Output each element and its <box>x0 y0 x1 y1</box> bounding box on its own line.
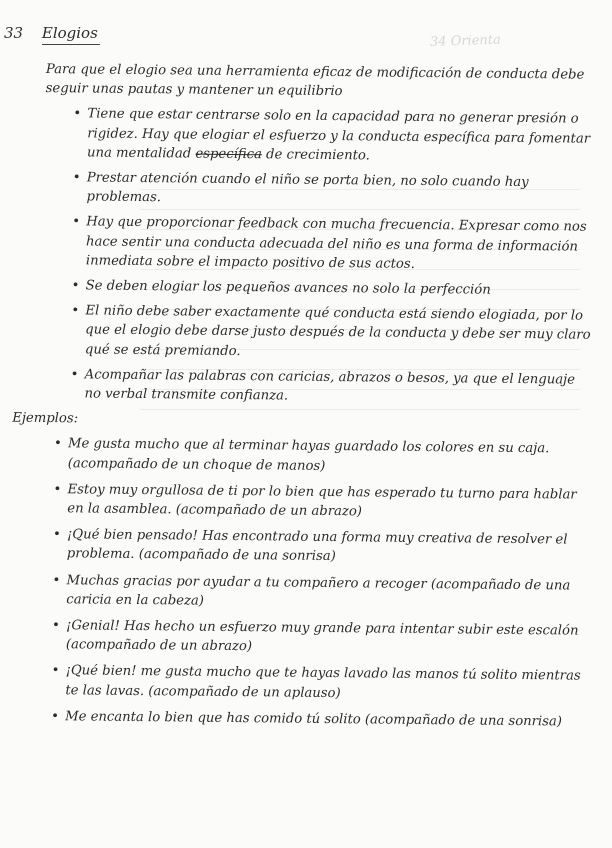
list-item: • Acompañar las palabras con caricias, abrazos o besos, ya que el lenguaje no verbal transmite confianza. <box>68 365 590 409</box>
list-item: • El niño debe saber exactamente qué conducta está siendo elogiada, por lo que el elogio debe darse justo después de la conducta y debe ser muy claro qué se está premiando. <box>69 301 592 364</box>
list-item: • Me encanta lo bien que has comido tú solito (acompañado de una sonrisa) <box>49 707 587 732</box>
bleed-through-text: 34 Orienta <box>429 32 502 50</box>
intro-paragraph: Para que el elogio sea una herramienta eficaz de modificación de conducta debe seguir unas pautas y mantener un equilibrio <box>45 61 585 100</box>
list-item: • Tiene que estar centrarse solo en la capacidad para no generar presión o rigidez. Hay que elogiar el esfuerzo y la conducta específica para fomentar una mentalidad específica de crecimiento. <box>71 105 594 168</box>
list-item: • Me gusta mucho que al terminar hayas guardado los colores en su caja. (acompañado de un choque de manos) <box>52 435 590 479</box>
examples-list <box>39 434 590 731</box>
list-item: • Hay que proporcionar feedback con mucha frecuencia. Expresar como nos hace sentir una conducta adecuada del niño es una forma de información inmediata sobre el impacto positivo de sus actos. <box>70 213 593 276</box>
list-item: • Estoy muy orgullosa de ti por lo bien que has esperado tu turno para hablar en la asamblea. (acompañado de un abrazo) <box>51 480 589 524</box>
list-item: • Prestar atención cuando el niño se porta bien, no solo cuando hay problemas. <box>70 168 592 212</box>
list-item: • ¡Qué bien! me gusta mucho que te hayas lavado las manos tú solito mientras te las lavas. (acompañado de un aplauso) <box>49 662 587 706</box>
page-number: 33 <box>4 24 24 42</box>
list-item: • Se deben elogiar los pequeños avances no solo la perfección <box>70 276 592 301</box>
principles-list <box>42 104 593 409</box>
notes-body <box>12 60 594 739</box>
struck-word: específica <box>195 146 262 163</box>
page-title: Elogios <box>42 24 100 45</box>
list-item: • ¡Qué bien pensado! Has encontrado una forma muy creativa de resolver el problema. (acompañado de una sonrisa) <box>51 525 589 569</box>
page-header <box>4 24 100 42</box>
examples-heading: Ejemplos: <box>12 410 79 427</box>
list-item: • ¡Genial! Has hecho un esfuerzo muy grande para intentar subir este escalón (acompañado de un abrazo) <box>50 616 588 660</box>
list-item: • Muchas gracias por ayudar a tu compañero a recoger (acompañado de una caricia en la cabeza) <box>50 571 588 615</box>
